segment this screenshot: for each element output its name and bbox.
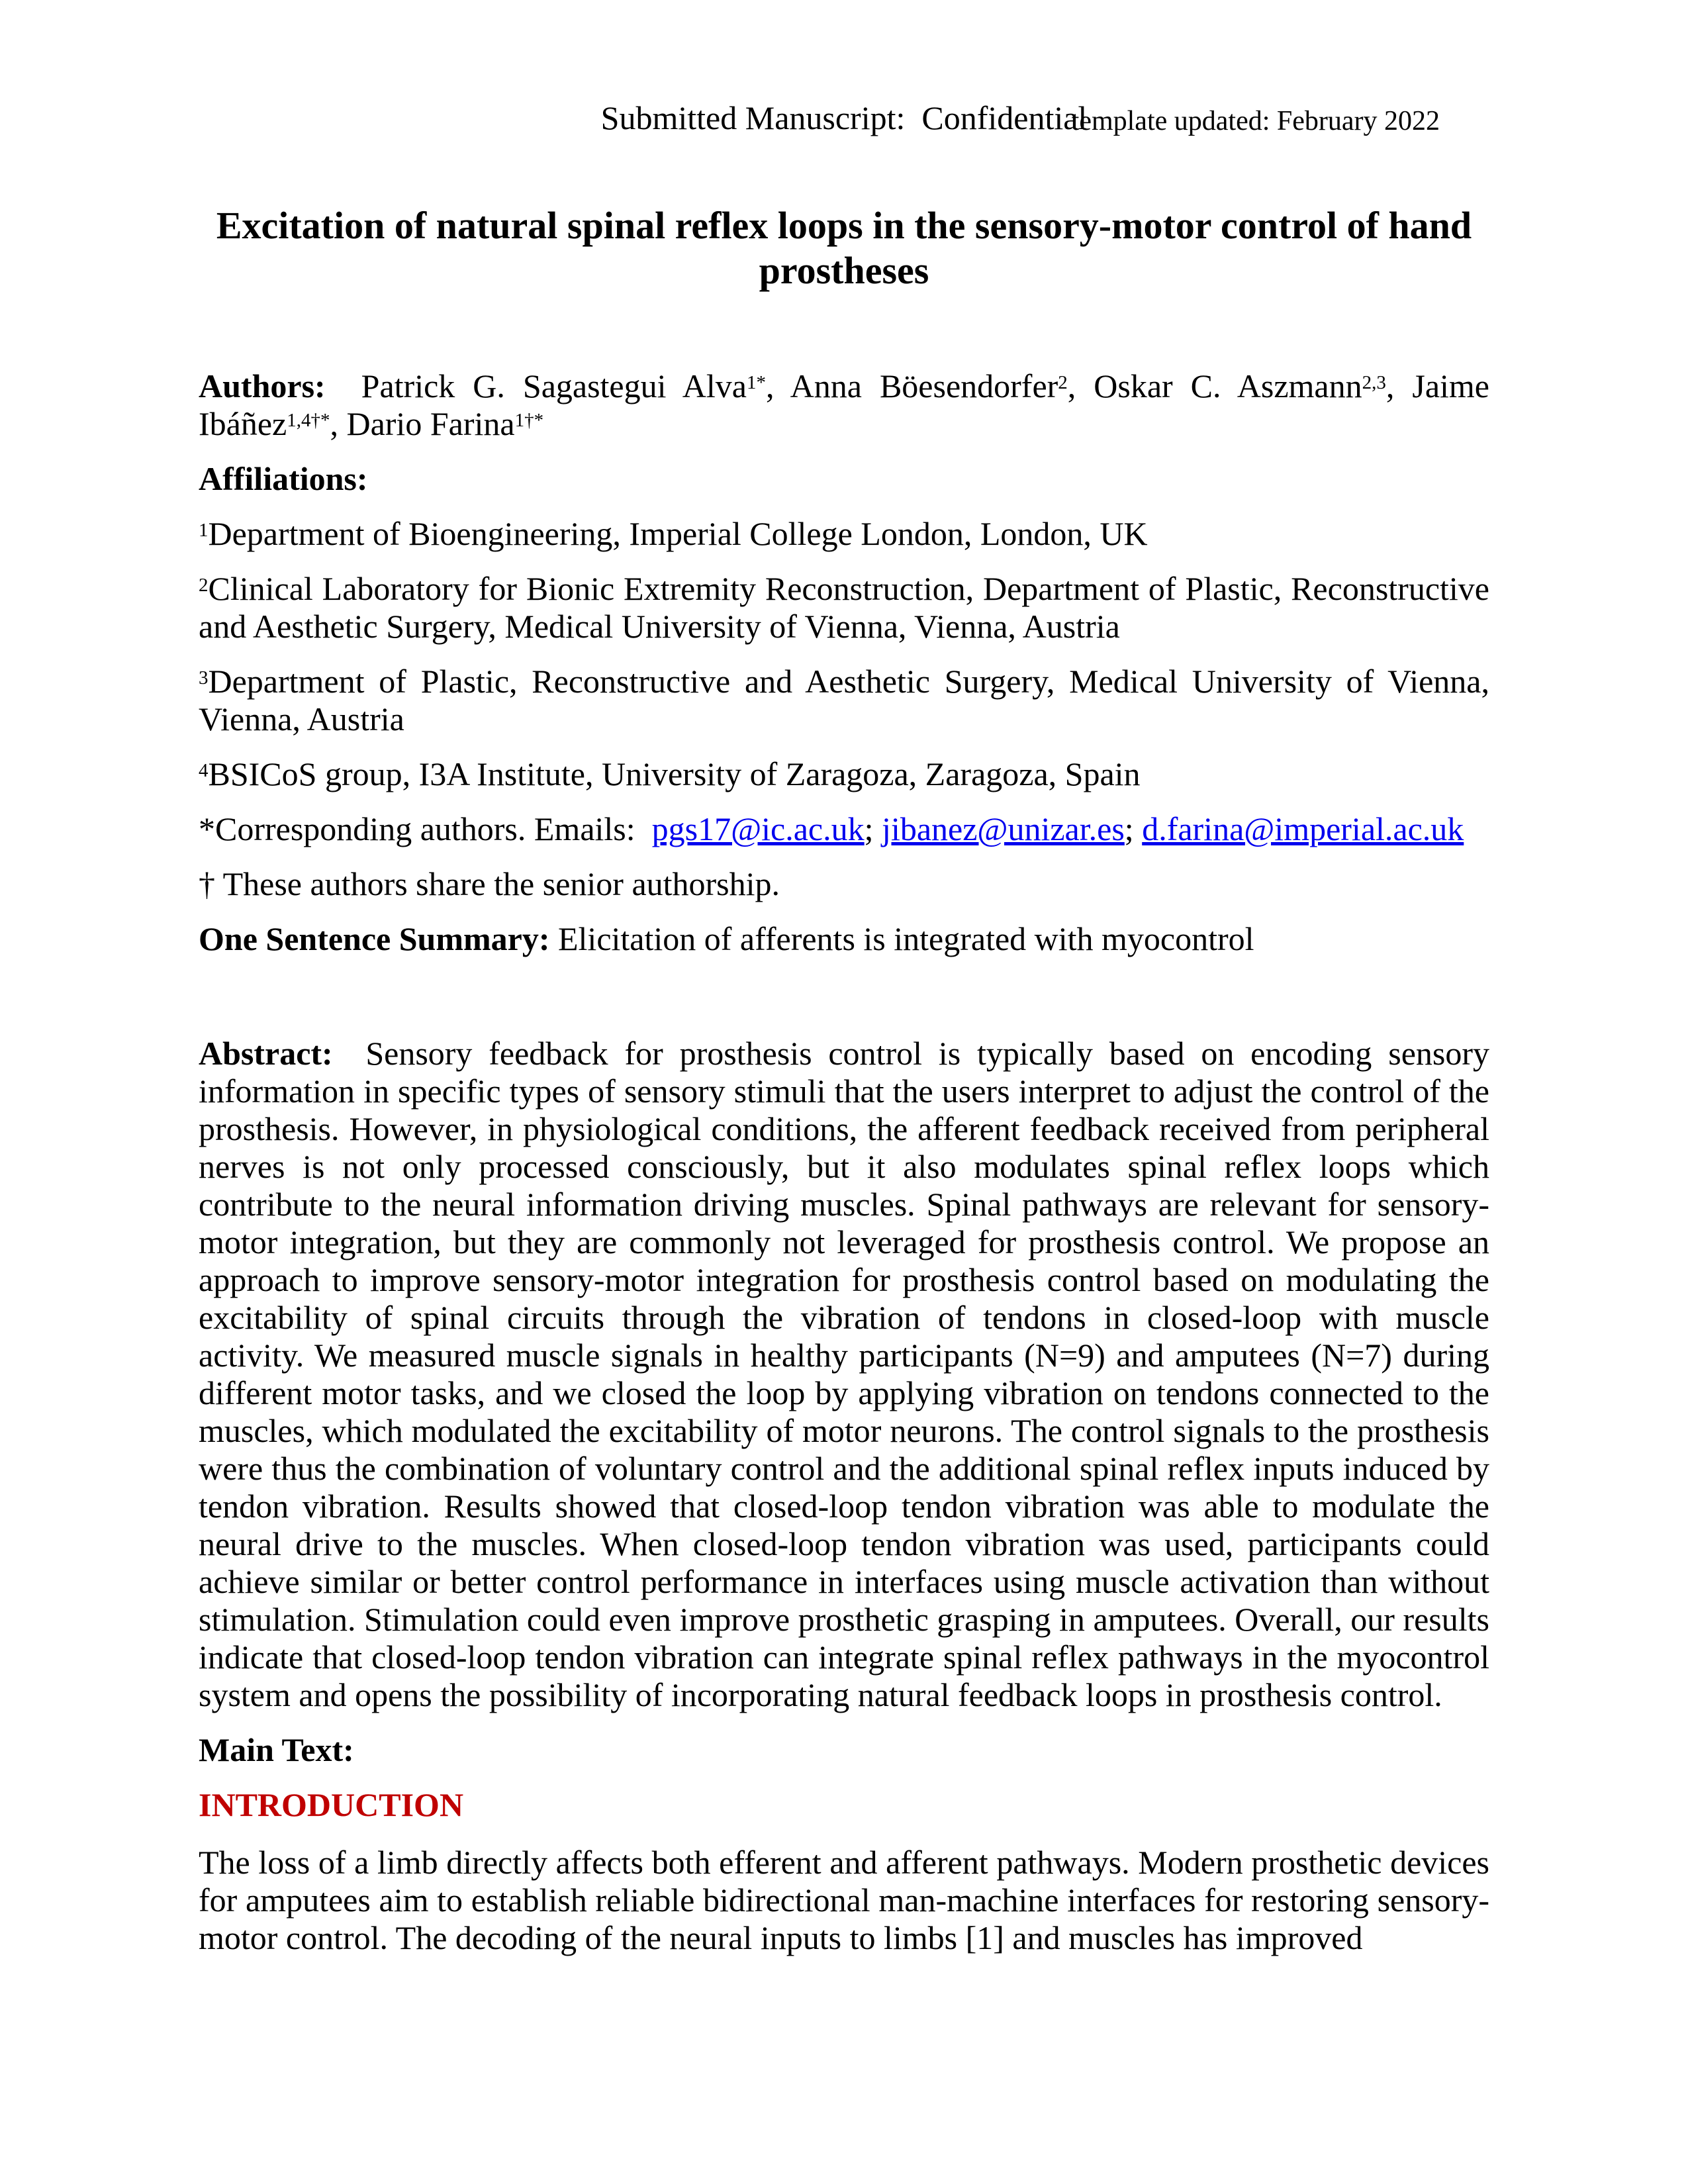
affiliation-item — [199, 663, 1489, 738]
author-name-text: , Jaime Ibáñez — [199, 367, 1489, 442]
paper-title: Excitation of natural spinal reflex loops in the sensory-motor control of hand prostheses — [216, 204, 1472, 292]
affiliations-list — [199, 515, 1489, 793]
template-version-note: template updated: February 2022 — [1071, 106, 1440, 136]
corresponding-authors-line — [199, 810, 1489, 848]
email-link[interactable]: jibanez@unizar.es — [882, 810, 1125, 847]
author-superscript: 2,3 — [1362, 371, 1386, 393]
main-text-label: Main Text: — [199, 1731, 354, 1768]
abstract-text: Sensory feedback for prosthesis control is typically based on encoding sensory information in specific types of sensory stimuli that the users interpret to adjust the control of the prosthesis. However, in physiological conditions, the afferent feedback received from peripheral nerves is not only processed consciously, but it also modulates spinal reflex loops which contribute to the neural information driving muscles. Spinal pathways are relevant for sensory-motor integration, but they are commonly not leveraged for prosthesis control. We propose an approach to improve sensory-motor integration for prosthesis control based on modulating the excitability of spinal circuits through the vibration of tendons in closed-loop with muscle activity. We measured muscle signals in healthy participants (N=9) and amputees (N=7) during different motor tasks, and we closed the loop by applying vibration on tendons connected to the muscles, which modulated the excitability of motor neurons. The control signals to the prosthesis were thus the combination of voluntary control and the additional spinal reflex inputs induced by tendon vibration. Results showed that closed-loop tendon vibration was able to modulate the neural drive to the muscles. When closed-loop tendon vibration was used, participants could achieve similar or better control performance in interfaces using muscle activation than without stimulation. Stimulation could even improve prosthetic grasping in amputees. Overall, our results indicate that closed-loop tendon vibration can integrate spinal reflex pathways in the myocontrol system and opens the possibility of incorporating natural feedback loops in prosthesis control. — [199, 1035, 1489, 1713]
affiliation-text: Department of Plastic, Reconstructive and Aesthetic Surgery, Medical University of Vienna, Vienna, Austria — [199, 663, 1489, 737]
author-superscript: 2 — [1058, 371, 1068, 393]
introduction-paragraph: The loss of a limb directly affects both efferent and afferent pathways. Modern prosthetic devices for amputees aim to establish reliable bidirectional man-machine interfaces for restoring sensory-motor control. The decoding of the neural inputs to limbs [1] and muscles has improved — [199, 1844, 1489, 1956]
senior-authorship-note: † These authors share the senior authorship. — [199, 865, 780, 902]
authors-names — [199, 367, 1489, 442]
affiliation-text: Department of Bioengineering, Imperial College London, London, UK — [208, 515, 1148, 552]
affiliation-item — [199, 570, 1489, 645]
authors-line — [199, 367, 1489, 443]
author-superscript: 1* — [746, 371, 766, 393]
one-sentence-summary-text: Elicitation of afferents is integrated with myocontrol — [549, 920, 1254, 957]
author-name-text: , Oskar C. Aszmann — [1067, 367, 1362, 404]
abstract-label: Abstract: — [199, 1035, 333, 1072]
affiliations-label: Affiliations: — [199, 460, 368, 497]
author-superscript: 1†* — [514, 409, 544, 431]
affiliation-marker: 1 — [199, 519, 209, 541]
abstract — [199, 1035, 1489, 1714]
affiliation-marker: 3 — [199, 667, 209, 688]
author-superscript: 1,4†* — [287, 409, 330, 431]
affiliation-item — [199, 515, 1489, 553]
affiliations-heading — [199, 460, 1489, 498]
introduction-heading: INTRODUCTION — [199, 1786, 464, 1823]
email-links: pgs17@ic.ac.uk; jibanez@unizar.es; d.farina@imperial.ac.uk — [651, 810, 1464, 847]
affiliation-text: Clinical Laboratory for Bionic Extremity Reconstruction, Department of Plastic, Reconstructive and Aesthetic Surgery, Medical University of Vienna, Vienna, Austria — [199, 570, 1489, 645]
author-name-text: , Anna Böesendorfer — [765, 367, 1058, 404]
page-header — [199, 99, 1489, 137]
author-name-text: Patrick G. Sagastegui Alva — [325, 367, 747, 404]
one-sentence-summary-label: One Sentence Summary: — [199, 920, 550, 957]
corresponding-prefix: *Corresponding authors. Emails: — [199, 810, 652, 847]
email-link[interactable]: d.farina@imperial.ac.uk — [1142, 810, 1464, 847]
affiliation-item — [199, 755, 1489, 793]
main-text-heading — [199, 1731, 1489, 1769]
one-sentence-summary — [199, 920, 1489, 958]
affiliation-marker: 4 — [199, 759, 209, 781]
author-name-text: , Dario Farina — [330, 405, 515, 442]
affiliation-marker: 2 — [199, 574, 209, 596]
affiliation-text: BSICoS group, I3A Institute, University of Zaragoza, Zaragoza, Spain — [208, 755, 1141, 792]
email-link[interactable]: pgs17@ic.ac.uk — [651, 810, 865, 847]
confidentiality-notice: Submitted Manuscript: Confidential — [600, 99, 1088, 136]
authors-label: Authors: — [199, 367, 326, 404]
